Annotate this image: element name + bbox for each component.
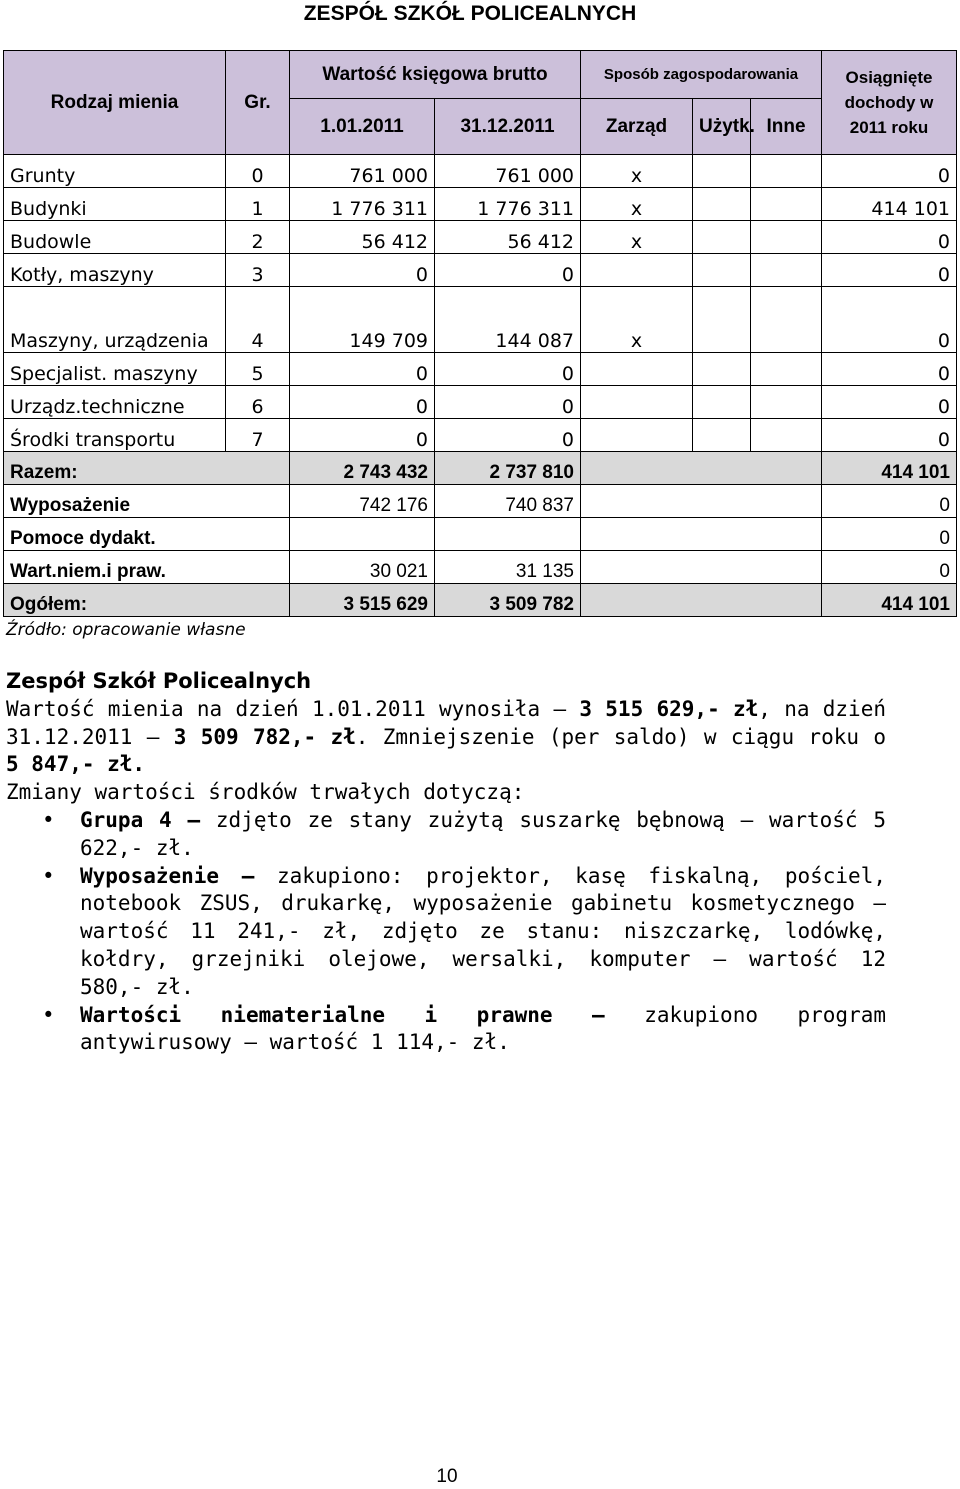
cell-uzytk xyxy=(693,386,751,419)
value-start: 3 515 629,- zł xyxy=(579,696,759,721)
cell-income: 0 xyxy=(822,386,957,419)
header-rodzaj: Rodzaj mienia xyxy=(4,51,226,155)
summary-text xyxy=(6,668,886,1057)
cell-value-start: 0 xyxy=(290,419,435,452)
cell-value-end: 144 087 xyxy=(435,287,581,353)
cell-uzytk xyxy=(693,221,751,254)
text-fragment: . Zmniejszenie (per saldo) w ciągu roku o xyxy=(355,724,886,749)
cell-income: 0 xyxy=(822,485,957,518)
cell-inne xyxy=(751,188,822,221)
cell-income: 0 xyxy=(822,155,957,188)
header-date-start: 1.01.2011 xyxy=(290,99,435,155)
section-heading: Zespół Szkół Policealnych xyxy=(6,669,312,693)
cell-zarzad xyxy=(581,254,693,287)
list-item-text: zdjęto ze stany zużytą suszarkę bębnową – wartość 5 622,- zł. xyxy=(80,807,886,860)
cell-income: 0 xyxy=(822,551,957,584)
cell-group: 2 xyxy=(226,221,290,254)
cell-zarzad: x xyxy=(581,155,693,188)
cell-value-end: 0 xyxy=(435,386,581,419)
cell-value-start xyxy=(290,518,435,551)
cell-zarzad xyxy=(581,419,693,452)
header-uzytk: Użytk. xyxy=(693,99,751,155)
summary-paragraph xyxy=(6,696,886,779)
bullet-icon: • xyxy=(42,807,55,832)
cell-uzytk xyxy=(693,188,751,221)
summary-row-pomoce xyxy=(4,518,957,551)
cell-income: 414 101 xyxy=(822,584,957,617)
cell-value-start: 2 743 432 xyxy=(290,452,435,485)
cell-value-end: 2 737 810 xyxy=(435,452,581,485)
cell-inne xyxy=(751,386,822,419)
page-title: ZESPÓŁ SZKÓŁ POLICEALNYCH xyxy=(303,2,637,25)
cell-group: 6 xyxy=(226,386,290,419)
list-item-title: Wartości niematerialne i prawne – xyxy=(80,1002,605,1027)
table-row xyxy=(4,188,957,221)
cell-value-end: 761 000 xyxy=(435,155,581,188)
cell-empty xyxy=(581,551,822,584)
header-wartosc: Wartość księgowa brutto xyxy=(290,51,581,99)
cell-value-start: 742 176 xyxy=(290,485,435,518)
cell-value-end: 0 xyxy=(435,419,581,452)
list-item-text: zakupiono program antywirusowy – wartość 1 114,- zł. xyxy=(80,1002,886,1055)
value-end: 3 509 782,- zł xyxy=(173,724,356,749)
cell-value-start: 149 709 xyxy=(290,287,435,353)
cell-uzytk xyxy=(693,254,751,287)
cell-uzytk xyxy=(693,155,751,188)
cell-value-end: 3 509 782 xyxy=(435,584,581,617)
cell-zarzad: x xyxy=(581,287,693,353)
list-item-title: Wyposażenie – xyxy=(80,863,255,888)
text-fragment: Wartość mienia na dzień 1.01.2011 wynosiła – xyxy=(6,696,580,721)
cell-value-start: 0 xyxy=(290,353,435,386)
cell-name: Kotły, maszyny xyxy=(4,254,226,287)
cell-income: 0 xyxy=(822,518,957,551)
summary-row-razem xyxy=(4,452,957,485)
list-item xyxy=(42,807,886,863)
cell-name: Maszyny, urządzenia xyxy=(4,287,226,353)
cell-zarzad: x xyxy=(581,188,693,221)
cell-income: 0 xyxy=(822,419,957,452)
changes-list xyxy=(6,807,886,1057)
cell-income: 414 101 xyxy=(822,452,957,485)
bullet-icon: • xyxy=(42,1002,55,1027)
cell-income: 0 xyxy=(822,221,957,254)
cell-income: 0 xyxy=(822,287,957,353)
summary-row-wyposazenie xyxy=(4,485,957,518)
cell-group: 4 xyxy=(226,287,290,353)
cell-uzytk xyxy=(693,287,751,353)
cell-name: Budowle xyxy=(4,221,226,254)
cell-name: Budynki xyxy=(4,188,226,221)
cell-value-end: 0 xyxy=(435,353,581,386)
cell-group: 3 xyxy=(226,254,290,287)
header-inne: Inne xyxy=(751,99,822,155)
table-row xyxy=(4,287,957,353)
cell-name: Pomoce dydakt. xyxy=(4,518,290,551)
cell-inne xyxy=(751,353,822,386)
cell-income: 414 101 xyxy=(822,188,957,221)
table-row xyxy=(4,155,957,188)
cell-income: 0 xyxy=(822,254,957,287)
cell-value-end xyxy=(435,518,581,551)
list-item-title: Grupa 4 – xyxy=(80,807,201,832)
cell-name: Razem: xyxy=(4,452,290,485)
table-row xyxy=(4,353,957,386)
cell-group: 7 xyxy=(226,419,290,452)
table-row xyxy=(4,221,957,254)
cell-value-end: 740 837 xyxy=(435,485,581,518)
cell-income: 0 xyxy=(822,353,957,386)
cell-empty xyxy=(581,518,822,551)
summary-row-ogolem xyxy=(4,584,957,617)
list-item-text: zakupiono: projektor, kasę fiskalną, pościel, notebook ZSUS, drukarkę, wyposażenie gabinetu kosmetycznego – wartość 11 241,- zł, zdjęto ze stanu: niszczarkę, lodówkę, kołdry, grzejniki olejowe, wersalki, komputer – wartość 12 580,- zł. xyxy=(80,863,886,999)
cell-name: Urządz.techniczne xyxy=(4,386,226,419)
text-fragment: , na dzień 31.12.2011 – xyxy=(6,696,886,749)
cell-inne xyxy=(751,419,822,452)
cell-value-start: 0 xyxy=(290,254,435,287)
cell-zarzad: x xyxy=(581,221,693,254)
cell-value-end: 31 135 xyxy=(435,551,581,584)
changes-intro: Zmiany wartości środków trwałych dotyczą: xyxy=(6,780,525,805)
cell-empty xyxy=(581,584,822,617)
summary-row-wartniem xyxy=(4,551,957,584)
cell-group: 0 xyxy=(226,155,290,188)
value-decrease: 5 847,- zł. xyxy=(6,752,146,777)
cell-zarzad xyxy=(581,353,693,386)
cell-inne xyxy=(751,221,822,254)
cell-value-end: 0 xyxy=(435,254,581,287)
cell-group: 5 xyxy=(226,353,290,386)
cell-group: 1 xyxy=(226,188,290,221)
header-sposob: Sposób zagospodarowania xyxy=(581,51,822,99)
cell-name: Ogółem: xyxy=(4,584,290,617)
cell-name: Wyposażenie xyxy=(4,485,290,518)
table-row xyxy=(4,254,957,287)
assets-table xyxy=(3,50,957,617)
cell-value-start: 1 776 311 xyxy=(290,188,435,221)
cell-empty xyxy=(581,452,822,485)
table-row xyxy=(4,386,957,419)
header-osiagniete: Osiągnięte dochody w 2011 roku xyxy=(822,51,957,155)
header-gr: Gr. xyxy=(226,51,290,155)
cell-inne xyxy=(751,155,822,188)
cell-value-start: 3 515 629 xyxy=(290,584,435,617)
source-note: Źródło: opracowanie własne xyxy=(6,620,246,640)
list-item xyxy=(42,863,886,1002)
cell-uzytk xyxy=(693,419,751,452)
cell-name: Grunty xyxy=(4,155,226,188)
cell-inne xyxy=(751,254,822,287)
cell-inne xyxy=(751,287,822,353)
cell-value-start: 56 412 xyxy=(290,221,435,254)
cell-value-end: 1 776 311 xyxy=(435,188,581,221)
cell-name: Wart.niem.i praw. xyxy=(4,551,290,584)
cell-value-start: 761 000 xyxy=(290,155,435,188)
header-zarzad: Zarząd xyxy=(581,99,693,155)
page-number: 10 xyxy=(436,1466,458,1487)
cell-value-start: 0 xyxy=(290,386,435,419)
cell-empty xyxy=(581,485,822,518)
bullet-icon: • xyxy=(42,863,55,888)
header-date-end: 31.12.2011 xyxy=(435,99,581,155)
cell-name: Specjalist. maszyny xyxy=(4,353,226,386)
cell-value-start: 30 021 xyxy=(290,551,435,584)
cell-zarzad xyxy=(581,386,693,419)
list-item xyxy=(42,1002,886,1058)
cell-uzytk xyxy=(693,353,751,386)
table-row xyxy=(4,419,957,452)
cell-name: Środki transportu xyxy=(4,419,226,452)
cell-value-end: 56 412 xyxy=(435,221,581,254)
